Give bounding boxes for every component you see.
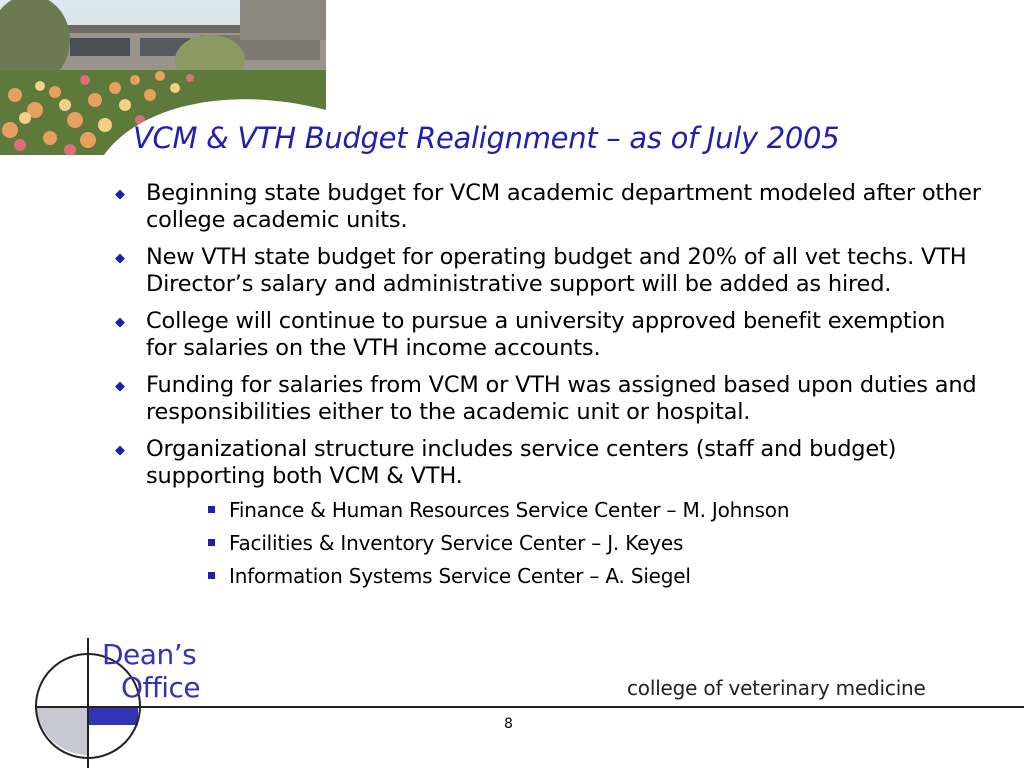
- bullet-text: Funding for salaries from VCM or VTH was assigned based upon duties and responsibilities either to the academic unit or hospital.: [146, 372, 977, 425]
- logo-deans-text: Dean’s: [102, 638, 197, 671]
- diamond-bullet-icon: ◆: [115, 187, 125, 202]
- square-bullet-icon: [208, 506, 215, 513]
- bullet-text: College will continue to pursue a university approved benefit exemption for salaries on the VTH income accounts.: [146, 308, 946, 361]
- slide-title: VCM & VTH Budget Realignment – as of July 2005: [133, 121, 840, 155]
- sub-bullet-list: [146, 497, 982, 589]
- bullet-item: [112, 180, 982, 234]
- logo-gray-quadrant: [36, 706, 88, 755]
- bullet-list: [112, 180, 982, 599]
- logo-blue-block: [88, 707, 138, 725]
- logo-office-text: Office: [121, 671, 201, 704]
- sub-bullet-item: [146, 530, 982, 556]
- sub-bullet-text: Information Systems Service Center – A. Siegel: [229, 564, 691, 588]
- college-name: college of veterinary medicine: [627, 676, 926, 700]
- diamond-bullet-icon: ◆: [115, 251, 125, 266]
- diamond-bullet-icon: ◆: [115, 379, 125, 394]
- bullet-item: [112, 436, 982, 589]
- sub-bullet-item: [146, 497, 982, 523]
- bullet-item: [112, 372, 982, 426]
- sub-bullet-text: Finance & Human Resources Service Center – M. Johnson: [229, 498, 790, 522]
- diamond-bullet-icon: ◆: [115, 315, 125, 330]
- bullet-text: Organizational structure includes service centers (staff and budget) supporting both VCM & VTH.: [146, 436, 897, 489]
- sub-bullet-item: [146, 563, 982, 589]
- bullet-item: [112, 308, 982, 362]
- bullet-text: Beginning state budget for VCM academic department modeled after other college academic units.: [146, 180, 981, 233]
- page-number: 8: [504, 716, 513, 732]
- diamond-bullet-icon: ◆: [115, 443, 125, 458]
- sub-bullet-text: Facilities & Inventory Service Center – J. Keyes: [229, 531, 684, 555]
- bullet-text: New VTH state budget for operating budget and 20% of all vet techs. VTH Director’s salary and administrative support will be added as hired.: [146, 244, 967, 297]
- bullet-item: [112, 244, 982, 298]
- square-bullet-icon: [208, 539, 215, 546]
- square-bullet-icon: [208, 572, 215, 579]
